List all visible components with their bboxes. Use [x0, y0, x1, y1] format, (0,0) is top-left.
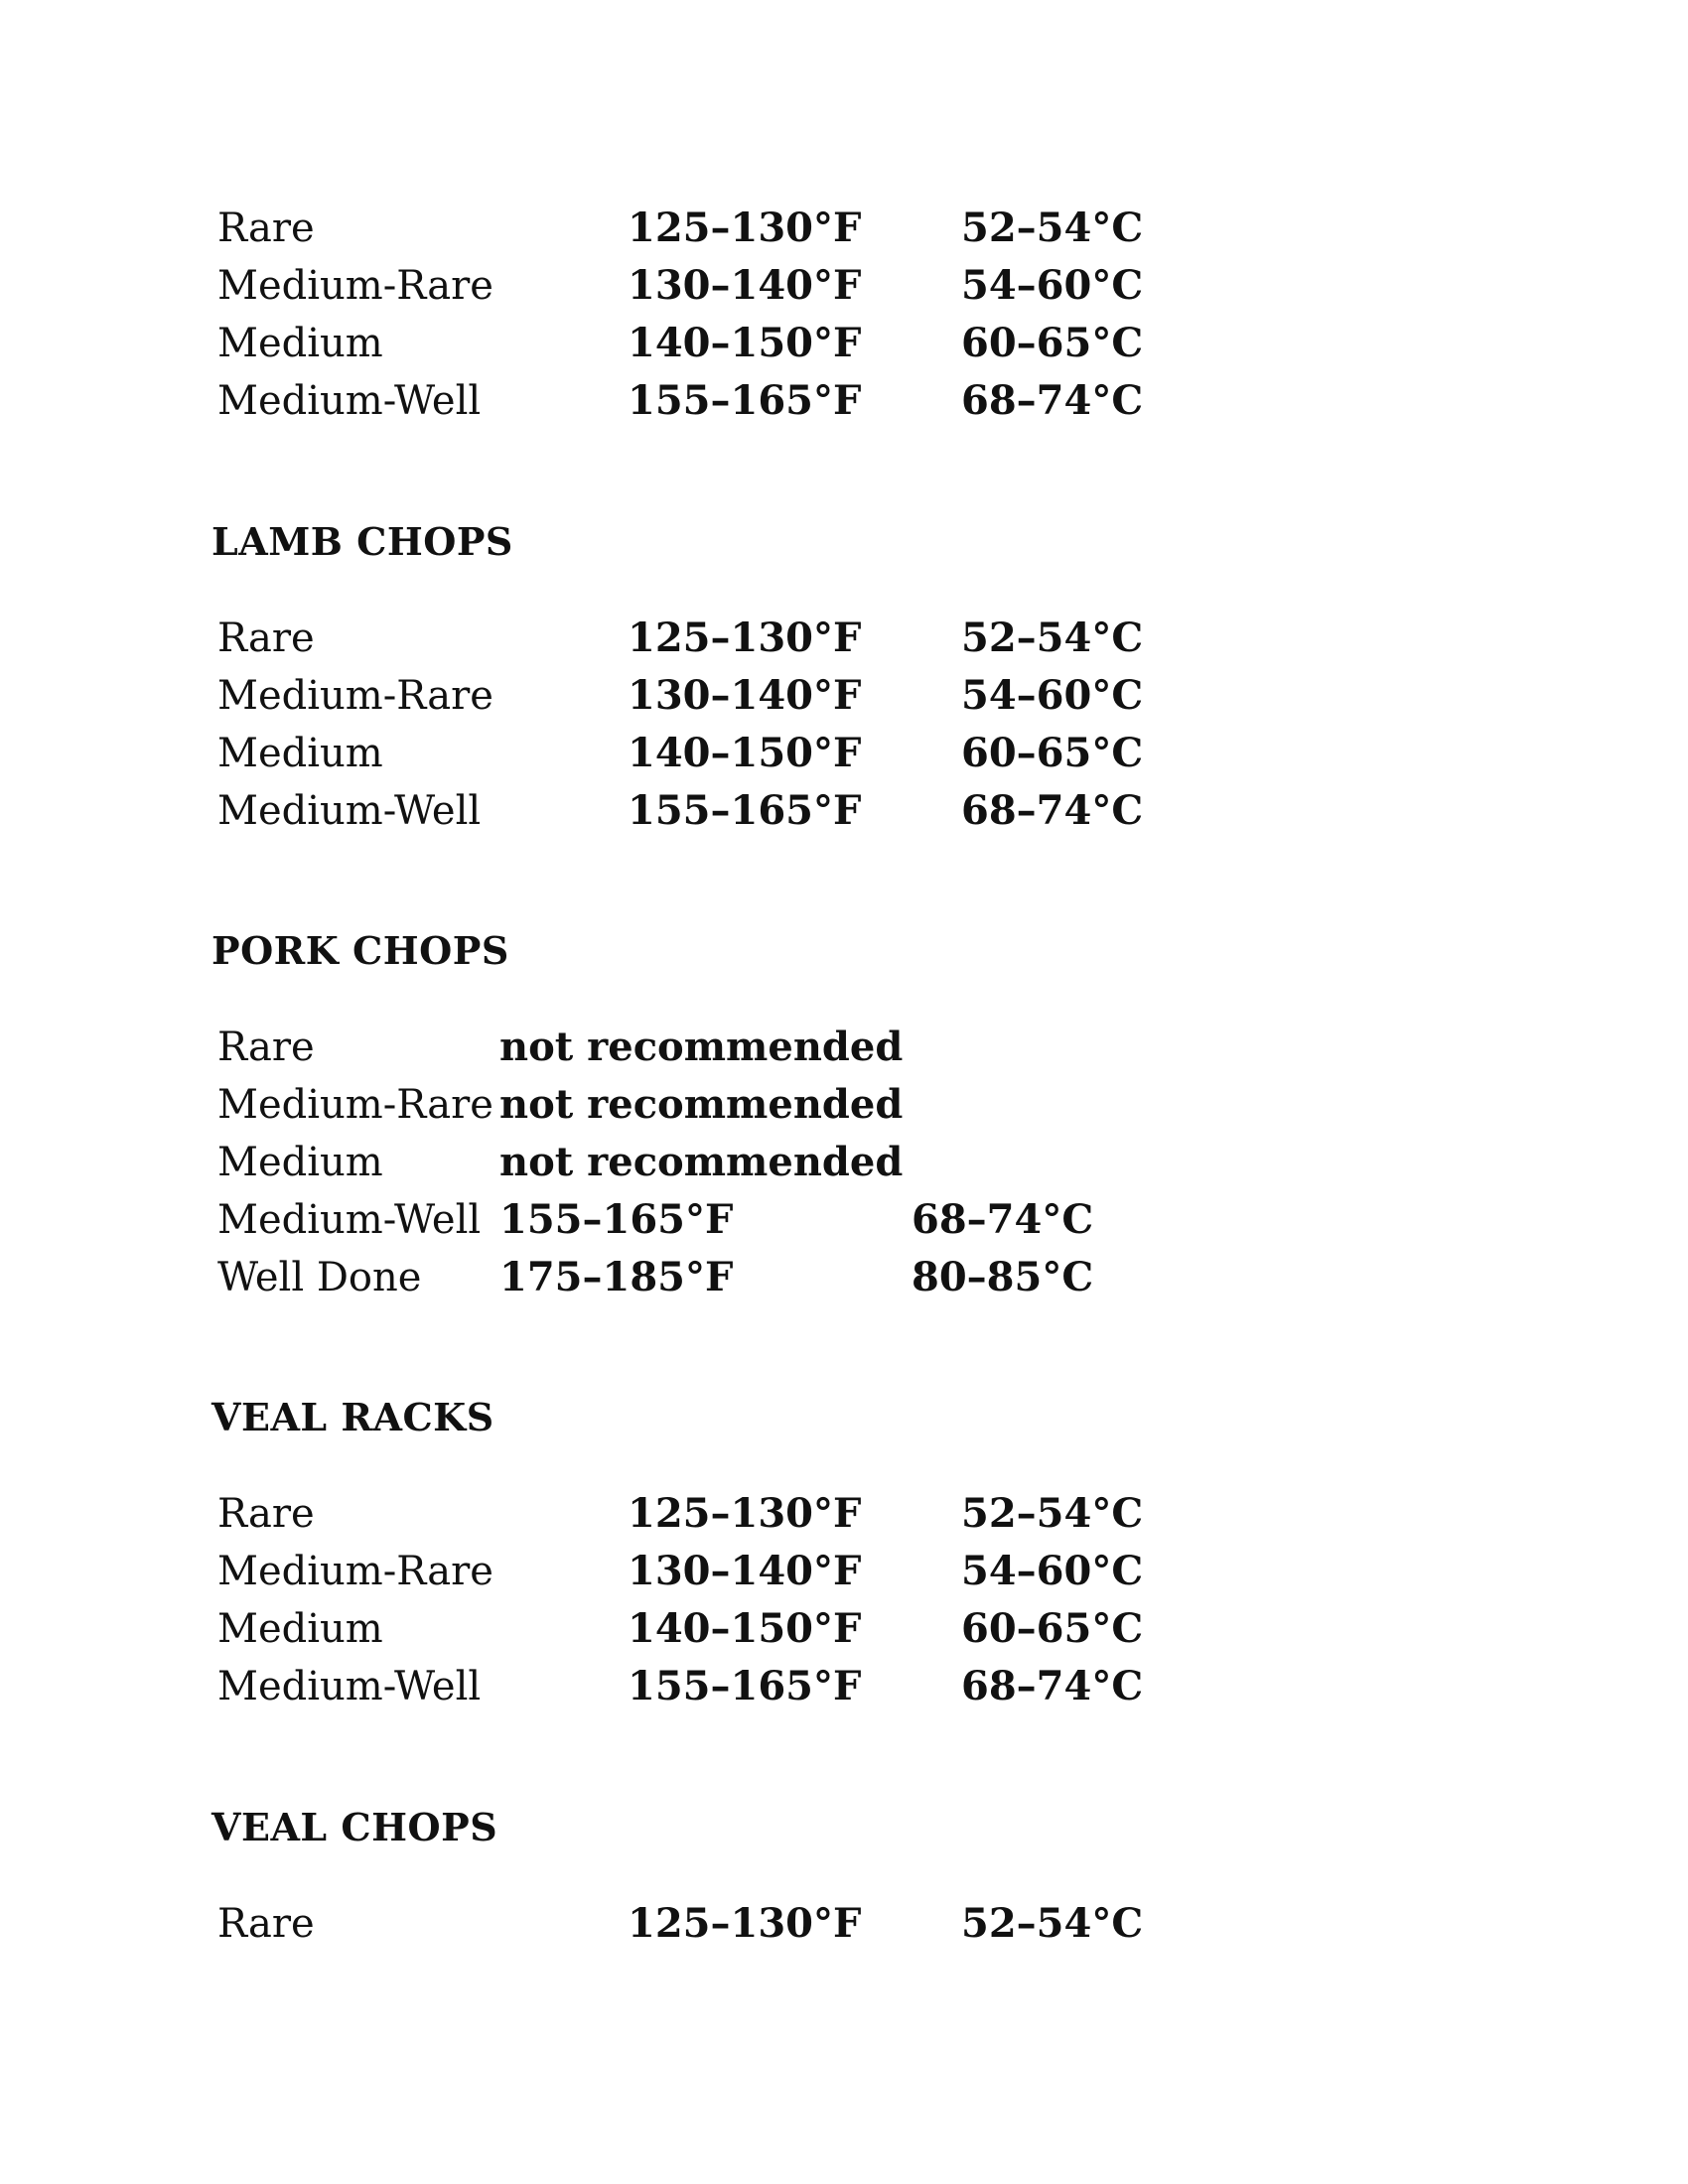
celsius-value: 52–54°C [961, 614, 1144, 661]
doneness-label: Rare [217, 1491, 315, 1537]
table-row [0, 611, 1688, 666]
doneness-label: Medium [217, 1140, 383, 1185]
table-row [0, 258, 1688, 314]
fahrenheit-value: not recommended [499, 1024, 904, 1070]
doneness-label: Medium-Well [217, 788, 482, 834]
table-row [0, 1486, 1688, 1542]
table-row [0, 316, 1688, 371]
doneness-label: Medium-Rare [217, 673, 493, 719]
doneness-label: Medium [217, 321, 383, 366]
celsius-value: 52–54°C [961, 205, 1144, 251]
table-row [0, 1659, 1688, 1714]
table-row [0, 1135, 1688, 1190]
fahrenheit-value: 155–165°F [628, 377, 862, 424]
fahrenheit-value: 155–165°F [628, 787, 862, 834]
fahrenheit-value: 140–150°F [628, 730, 862, 776]
celsius-value: 54–60°C [961, 1548, 1144, 1594]
doneness-label: Rare [217, 1901, 315, 1947]
doneness-label: Medium-Well [217, 1664, 482, 1709]
celsius-value: 68–74°C [961, 1663, 1144, 1709]
section-heading: VEAL RACKS [211, 1395, 494, 1439]
doneness-label: Well Done [217, 1255, 422, 1300]
doneness-label: Medium [217, 731, 383, 776]
fahrenheit-value: 125–130°F [628, 1900, 862, 1947]
section-heading: PORK CHOPS [211, 928, 509, 973]
doneness-label: Rare [217, 1024, 315, 1070]
fahrenheit-value: 130–140°F [628, 262, 862, 309]
table-row [0, 1250, 1688, 1305]
fahrenheit-value: not recommended [499, 1081, 904, 1128]
table-row [0, 1896, 1688, 1952]
celsius-value: 68–74°C [961, 377, 1144, 424]
celsius-value: 60–65°C [961, 320, 1144, 366]
fahrenheit-value: 130–140°F [628, 672, 862, 719]
table-row [0, 201, 1688, 256]
doneness-label: Medium-Rare [217, 263, 493, 309]
fahrenheit-value: 125–130°F [628, 1490, 862, 1537]
celsius-value: 60–65°C [961, 730, 1144, 776]
section-heading: VEAL CHOPS [211, 1805, 498, 1849]
section-heading: LAMB CHOPS [211, 519, 513, 564]
celsius-value: 80–85°C [912, 1254, 1094, 1300]
table-row [0, 1601, 1688, 1657]
fahrenheit-value: 125–130°F [628, 614, 862, 661]
celsius-value: 54–60°C [961, 262, 1144, 309]
fahrenheit-value: not recommended [499, 1139, 904, 1185]
fahrenheit-value: 155–165°F [628, 1663, 862, 1709]
celsius-value: 68–74°C [912, 1196, 1094, 1243]
celsius-value: 68–74°C [961, 787, 1144, 834]
fahrenheit-value: 175–185°F [499, 1254, 734, 1300]
table-row [0, 1020, 1688, 1075]
fahrenheit-value: 125–130°F [628, 205, 862, 251]
doneness-label: Medium-Rare [217, 1082, 493, 1128]
doneness-label: Medium-Well [217, 378, 482, 424]
table-row [0, 783, 1688, 839]
table-row [0, 1544, 1688, 1599]
doneness-label: Rare [217, 205, 315, 251]
fahrenheit-value: 130–140°F [628, 1548, 862, 1594]
celsius-value: 54–60°C [961, 672, 1144, 719]
table-row [0, 1077, 1688, 1133]
doneness-label: Medium [217, 1606, 383, 1652]
table-row [0, 1192, 1688, 1248]
fahrenheit-value: 140–150°F [628, 320, 862, 366]
table-row [0, 668, 1688, 724]
celsius-value: 52–54°C [961, 1900, 1144, 1947]
fahrenheit-value: 140–150°F [628, 1605, 862, 1652]
celsius-value: 52–54°C [961, 1490, 1144, 1537]
doneness-label: Medium-Well [217, 1197, 482, 1243]
celsius-value: 60–65°C [961, 1605, 1144, 1652]
fahrenheit-value: 155–165°F [499, 1196, 734, 1243]
doneness-label: Rare [217, 615, 315, 661]
table-row [0, 726, 1688, 781]
doneness-label: Medium-Rare [217, 1549, 493, 1594]
table-row [0, 373, 1688, 429]
